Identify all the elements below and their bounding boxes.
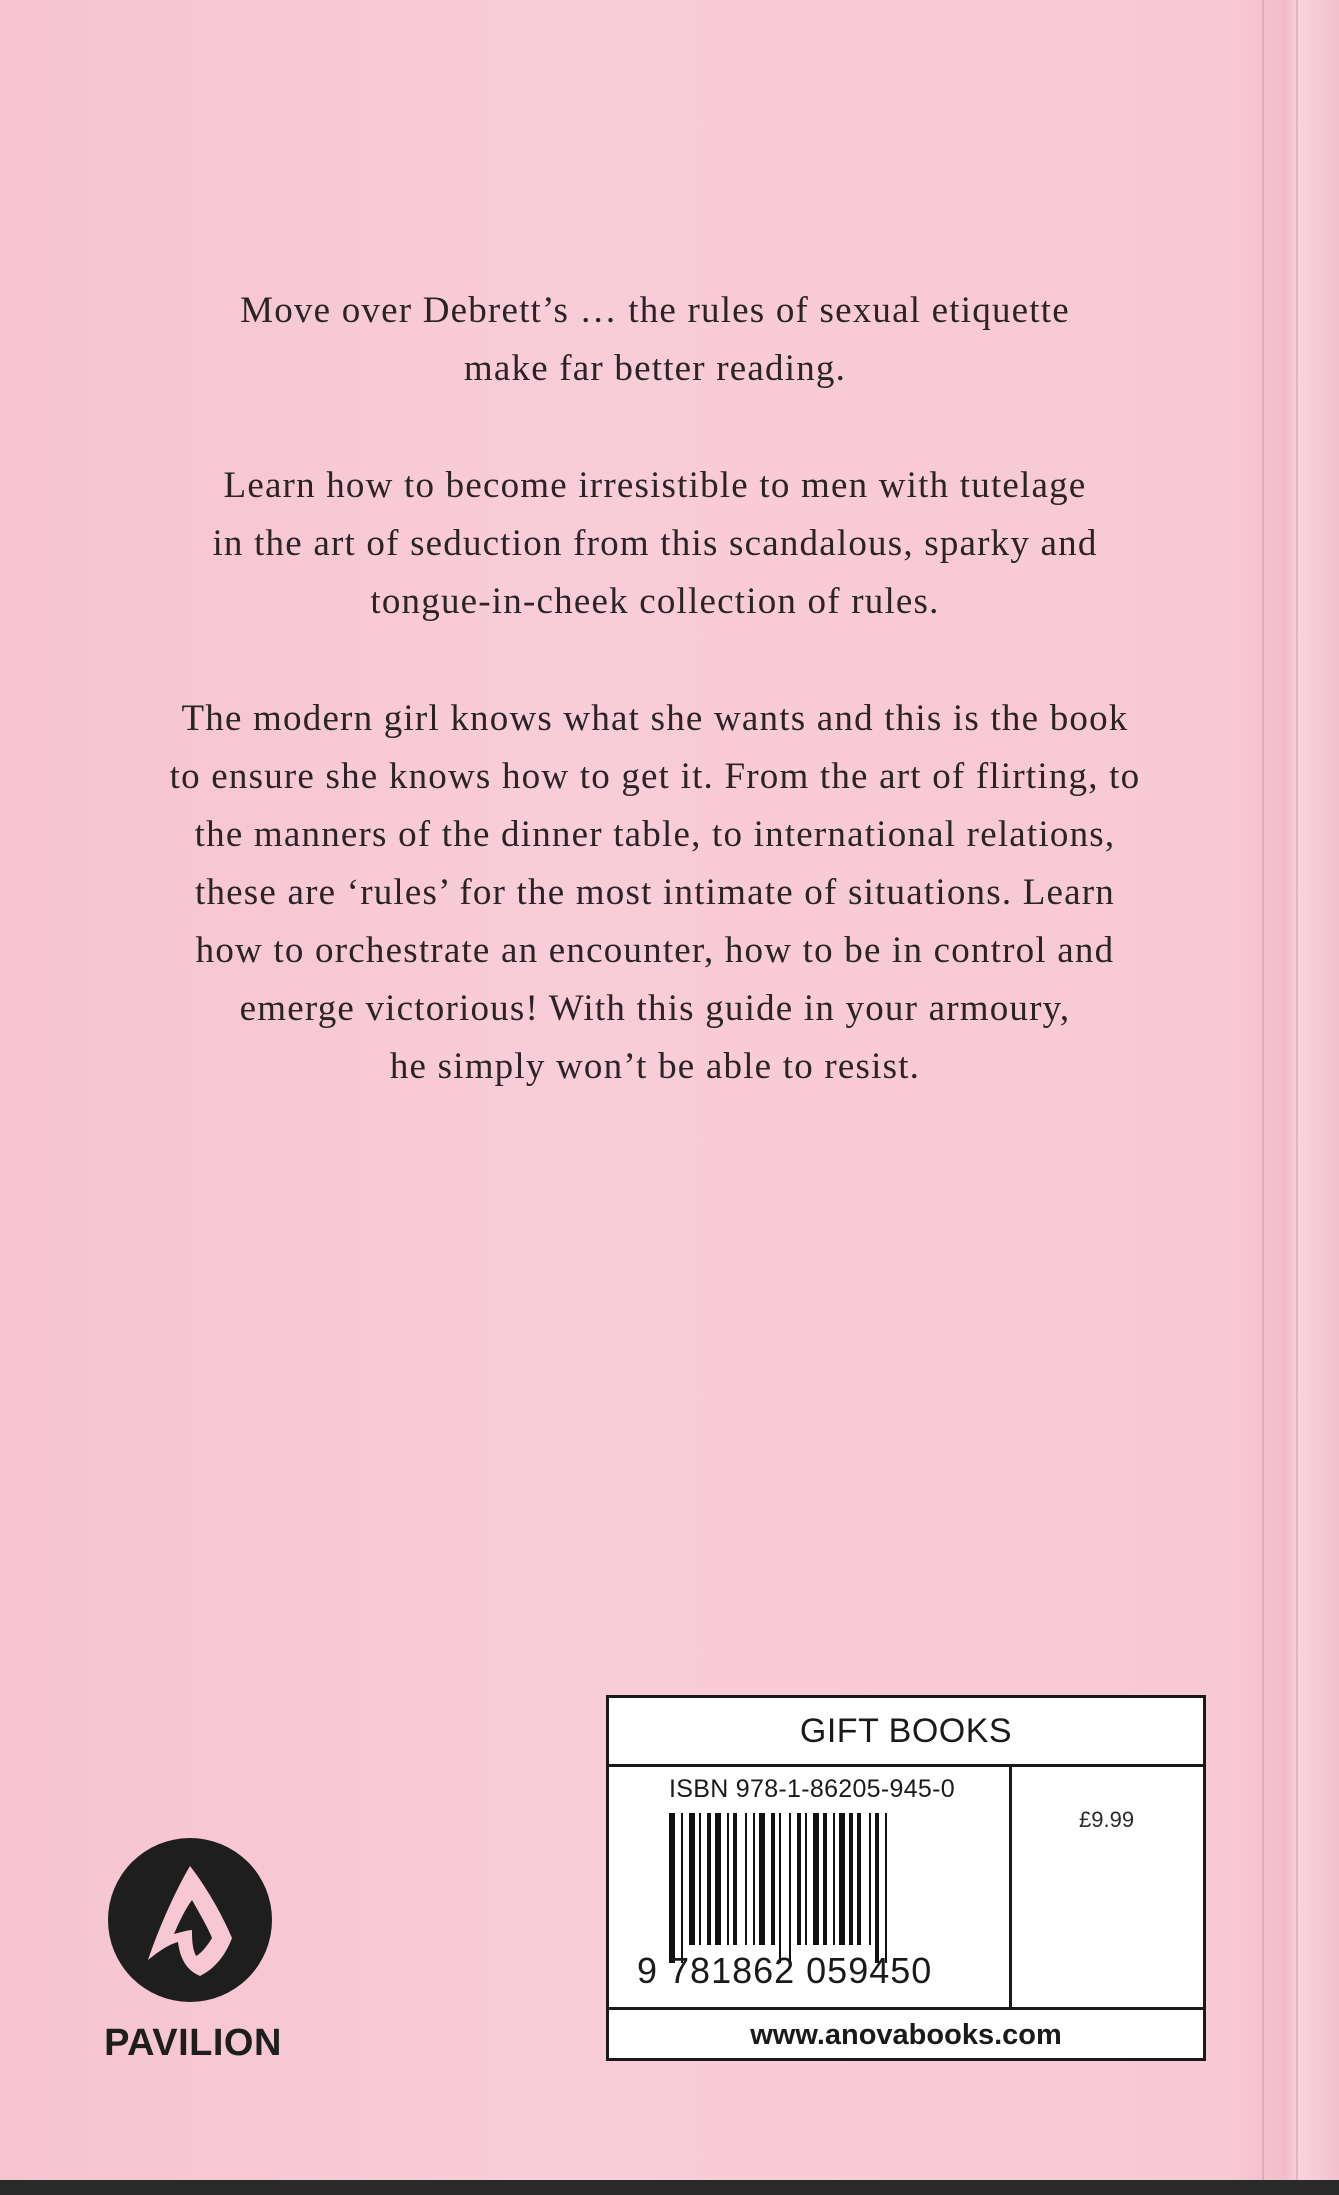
barcode-bar <box>745 1813 747 1945</box>
barcode-bars <box>669 1813 979 1963</box>
spine-crease <box>1262 0 1264 2195</box>
barcode-bar <box>805 1813 807 1945</box>
barcode-bar <box>715 1813 721 1945</box>
blurb-line: tongue-in-cheek collection of rules. <box>370 581 940 622</box>
barcode-bar <box>753 1813 755 1945</box>
blurb-line: to ensure she knows how to get it. From the art of flirting, to <box>169 756 1141 797</box>
barcode-digits: 9 781862 059450 <box>637 1950 933 1991</box>
barcode-bar <box>669 1813 675 1963</box>
pavilion-a-logo-icon <box>108 1838 272 2002</box>
barcode-bar <box>771 1813 775 1945</box>
barcode-bar <box>797 1813 801 1945</box>
blurb-line: Learn how to become irresistible to men with tutelage <box>223 465 1087 506</box>
barcode-bar <box>885 1813 887 1963</box>
blurb-line: The modern girl knows what she wants and this is the book <box>181 698 1129 739</box>
barcode-cell <box>609 1767 1012 2007</box>
category-label: GIFT BOOKS <box>609 1698 1203 1767</box>
barcode-bar <box>849 1813 853 1945</box>
barcode-bar <box>789 1813 791 1963</box>
barcode-bar <box>875 1813 879 1963</box>
barcode-bar <box>689 1813 695 1945</box>
barcode-bar <box>707 1813 711 1945</box>
barcode-bar <box>759 1813 765 1945</box>
blurb-line: emerge victorious! With this guide in your armoury, <box>239 988 1071 1029</box>
barcode-row <box>609 1767 1203 2007</box>
barcode-bar <box>869 1813 871 1945</box>
blurb-paragraph-3 <box>80 690 1230 1096</box>
barcode-bar <box>733 1813 737 1945</box>
spine-crease <box>1296 0 1298 2195</box>
blurb-line: he simply won’t be able to resist. <box>389 1046 921 1087</box>
barcode-bar <box>833 1813 835 1945</box>
cover-bottom-edge <box>0 2180 1339 2195</box>
isbn-text: ISBN 978-1-86205-945-0 <box>669 1775 955 1803</box>
barcode-bar <box>813 1813 819 1945</box>
barcode-bar <box>839 1813 845 1945</box>
blurb-line: these are ‘rules’ for the most intimate of situations. Learn <box>195 872 1115 913</box>
barcode-bar <box>681 1813 683 1963</box>
blurb-paragraph-1 <box>80 282 1230 398</box>
barcode-bar <box>779 1813 781 1963</box>
barcode-bar <box>823 1813 827 1945</box>
barcode-bar <box>727 1813 729 1945</box>
publisher-name: PAVILION <box>104 2022 282 2064</box>
barcode-bar <box>857 1813 861 1945</box>
blurb-line: make far better reading. <box>463 348 847 389</box>
price-label: £9.99 <box>1079 1807 1135 1832</box>
blurb-line: the manners of the dinner table, to international relations, <box>194 814 1116 855</box>
barcode-box <box>606 1695 1206 2061</box>
publisher-website: www.anovabooks.com <box>609 2007 1203 2061</box>
blurb-line: in the art of seduction from this scandalous, sparky and <box>212 523 1098 564</box>
blurb-line: Move over Debrett’s … the rules of sexual etiquette <box>240 290 1070 331</box>
blurb-paragraph-2 <box>80 457 1230 631</box>
barcode-bar <box>699 1813 701 1945</box>
blurb-line: how to orchestrate an encounter, how to be in control and <box>195 930 1115 971</box>
